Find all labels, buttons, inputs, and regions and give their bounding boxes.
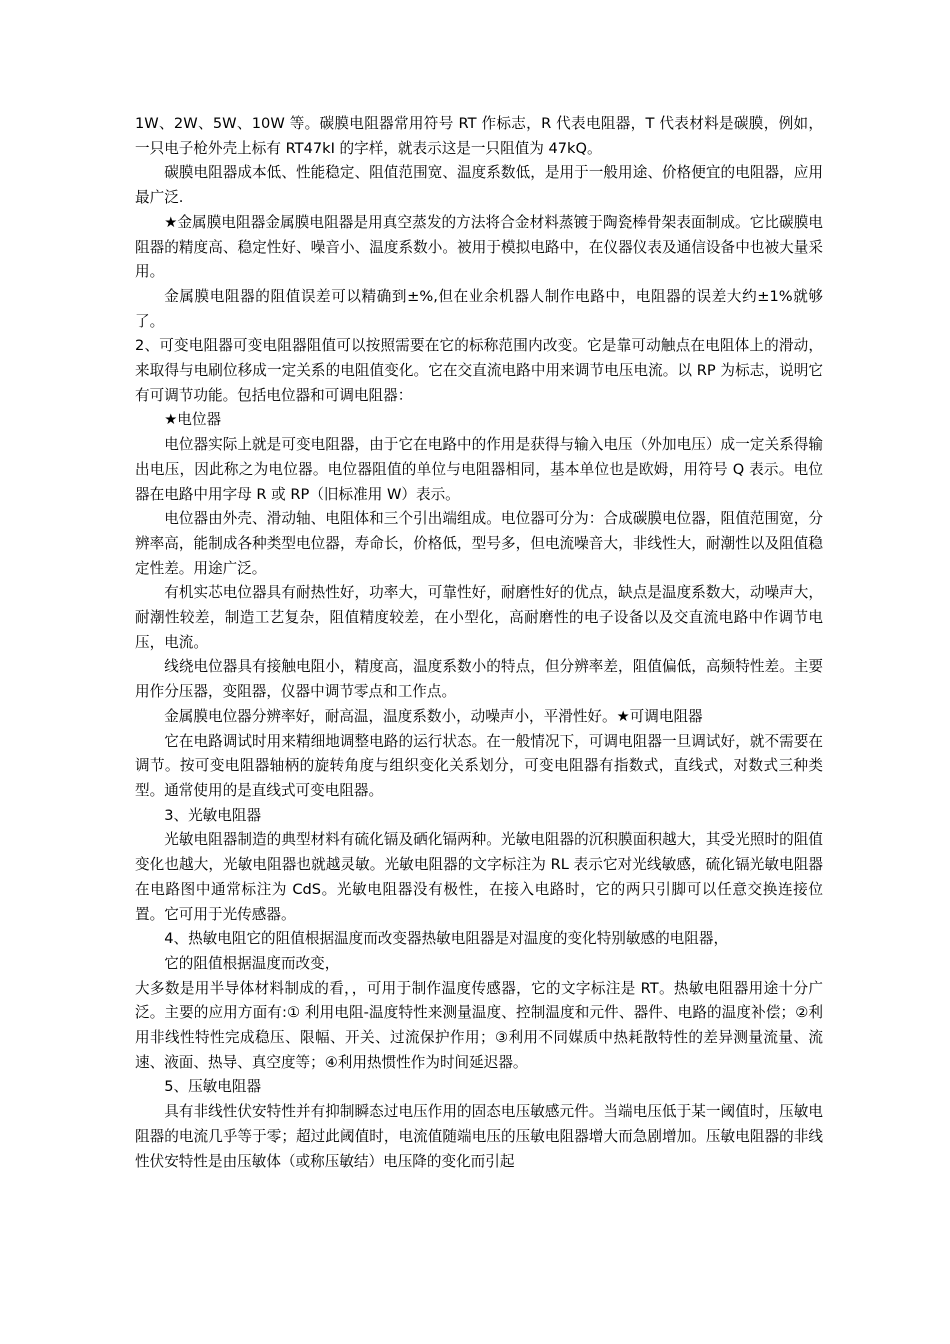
paragraph-4: 金属膜电阻器的阻值误差可以精确到±%,但在业余机器人制作电路中，电阻器的误差大约±1%就够了。 [135, 287, 823, 330]
document-body [135, 112, 823, 1174]
paragraph-19: 具有非线性伏安特性并有抑制瞬态过电压作用的固态电压敏感元件。当端电压低于某一阈值时，压敏电阻器的电流几乎等于零；超过此阈值时，电流值随端电压的压敏电阻器增大而急剧增加。压敏电阻器的非线性伏安特性是由压敏体（或称压敏结）电压降的变化而引起 [135, 1103, 823, 1170]
paragraph-14: 光敏电阻器制造的典型材料有硫化镉及硒化镉两种。光敏电阻器的沉积膜面积越大，其受光照时的阻值变化也越大，光敏电阻器也就越灵敏。光敏电阻器的文字标注为 RL 表示它对光线敏感，硫化镉光敏电阻器在电路图中通常标注为 CdS。光敏电阻器没有极性，在接入电路时，它的两只引脚可以任意交换连接位置。它可用于光传感器。 [135, 831, 823, 923]
paragraph-2: 碳膜电阻器成本低、性能稳定、阻值范围宽、温度系数低，是用于一般用途、价格便宜的电阻器，应用最广泛. [135, 164, 823, 207]
section-heading-potentiometer: ★电位器 [164, 411, 222, 429]
section-heading-photoresistor: 3、光敏电阻器 [164, 806, 262, 824]
paragraph-17: 大多数是用半导体材料制成的看，，可用于制作温度传感器，它的文字标注是 RT。热敏电阻器用途十分广泛。主要的应用方面有:① 利用电阻-温度特性来测量温度、控制温度和元件、器件、电路的温度补偿；②利用非线性特性完成稳压、限幅、开关、过流保护作用；③利用不同媒质中热耗散特性的差异测量流量、流速、液面、热导、真空度等；④利用热惯性作为时间延迟器。 [135, 979, 823, 1071]
paragraph-1: 1W、2W、5W、10W 等。碳膜电阻器常用符号 RT 作标志，R 代表电阻器，T 代表材料是碳膜，例如，一只电子枪外壳上标有 RT47kI 的字样，就表示这是一只阻值为 47kQ。 [135, 115, 823, 157]
paragraph-16: 它的阻值根据温度而改变， [164, 954, 340, 972]
paragraph-15: 4、热敏电阻它的阻值根据温度而改变器热敏电阻器是对温度的变化特别敏感的电阻器， [164, 930, 729, 948]
paragraph-11: 金属膜电位器分辨率好，耐高温，温度系数小，动噪声小，平滑性好。★可调电阻器 [164, 707, 703, 725]
paragraph-12: 它在电路调试时用来精细地调整电路的运行状态。在一般情况下，可调电阻器一旦调试好，就不需要在调节。按可变电阻器轴柄的旋转角度与组织变化关系划分，可变电阻器有指数式，直线式，对数式三种类型。通常使用的是直线式可变电阻器。 [135, 732, 823, 799]
paragraph-5: 2、可变电阻器可变电阻器阻值可以按照需要在它的标称范围内改变。它是靠可动触点在电阻体上的滑动，来取得与电刷位移成一定关系的电阻值变化。它在交直流电路中用来调节电压电流。以 RP 为标志，说明它有可调节功能。包括电位器和可调电阻器： [135, 337, 823, 404]
paragraph-9: 有机实芯电位器具有耐热性好，功率大，可靠性好，耐磨性好的优点，缺点是温度系数大，动噪声大，耐潮性较差，制造工艺复杂，阻值精度较差，在小型化，高耐磨性的电子设备以及交直流电路中作调节电压，电流。 [135, 584, 823, 651]
section-heading-varistor: 5、压敏电阻器 [164, 1078, 262, 1096]
paragraph-10: 线绕电位器具有接触电阻小，精度高，温度系数小的特点，但分辨率差，阻值偏低，高频特性差。主要用作分压器，变阻器，仪器中调节零点和工作点。 [135, 658, 823, 701]
paragraph-7: 电位器实际上就是可变电阻器，由于它在电路中的作用是获得与输入电压（外加电压）成一定关系得输出电压，因此称之为电位器。电位器阻值的单位与电阻器相同，基本单位也是欧姆，用符号 Q 表示。电位器在电路中用字母 R 或 RP（旧标准用 W）表示。 [135, 436, 823, 503]
paragraph-8: 电位器由外壳、滑动轴、电阻体和三个引出端组成。电位器可分为：合成碳膜电位器，阻值范围宽，分辨率高，能制成各种类型电位器，寿命长，价格低，型号多，但电流噪音大，非线性大，耐潮性以及阻值稳定性差。用途广泛。 [135, 510, 823, 577]
paragraph-3: ★金属膜电阻器金属膜电阻器是用真空蒸发的方法将合金材料蒸镀于陶瓷棒骨架表面制成。它比碳膜电阻器的精度高、稳定性好、噪音小、温度系数小。被用于模拟电路中，在仪器仪表及通信设备中也被大量采用。 [135, 213, 823, 281]
